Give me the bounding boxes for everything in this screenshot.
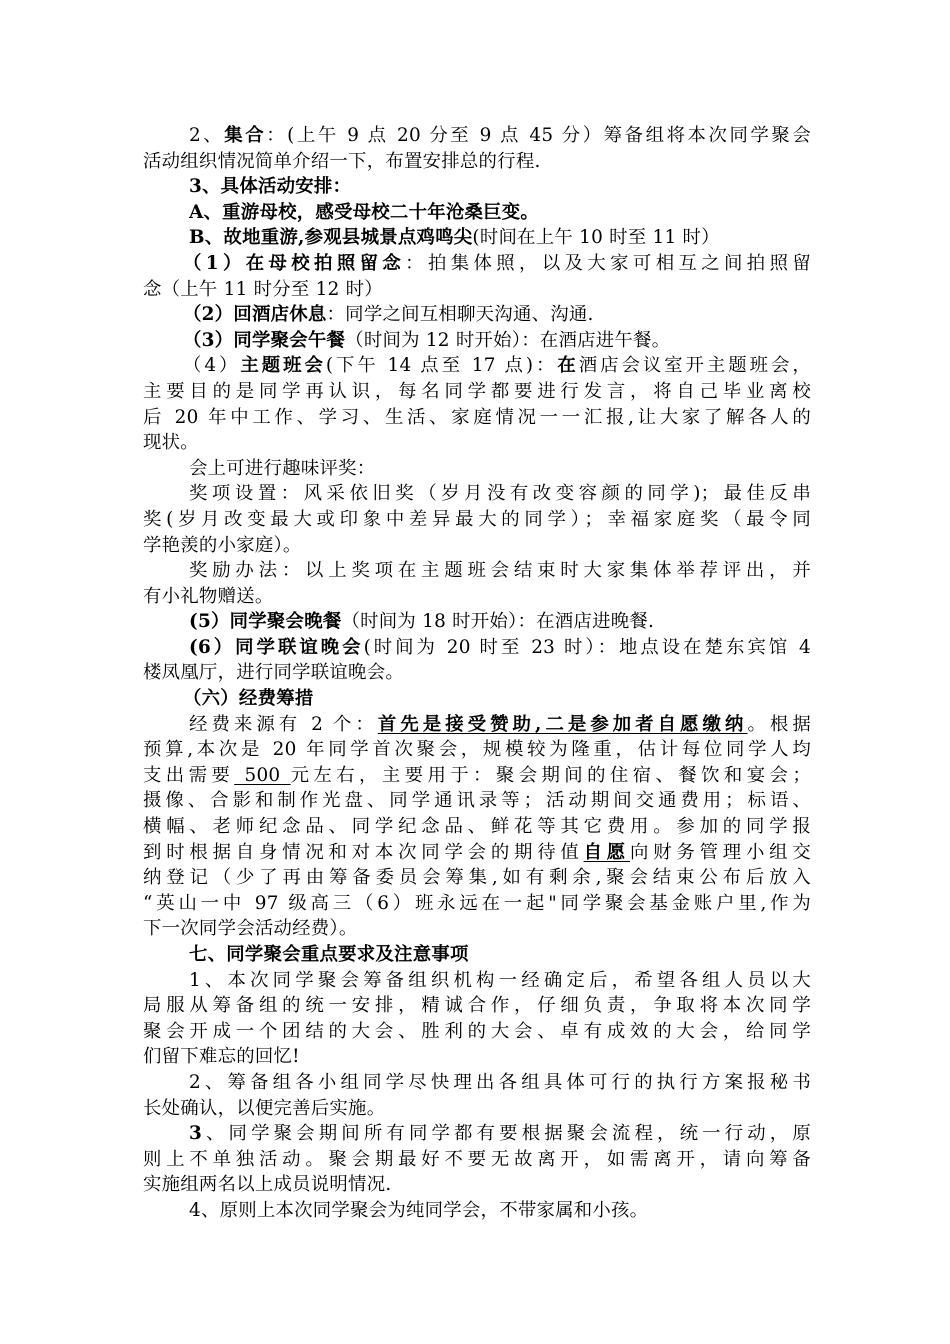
paragraph-line: 摄像、合影和制作光盘、同学通讯录等；活动期间交通费用；标语、 [143, 790, 811, 812]
text-run: ：拍集体照，以及大家可相互之间拍照留 [405, 252, 811, 274]
bold-run: （2）回酒店休息 [183, 304, 327, 326]
text-run: (下午 14 点至 17 点)： [325, 355, 558, 377]
paragraph-line [143, 302, 811, 328]
paragraph-line: 楼凤凰厅，进行同学联谊晚会。 [143, 662, 404, 684]
paragraph-line: 聚会开成一个团结的大会、胜利的大会、卓有成效的大会，给同学 [143, 1020, 811, 1042]
paragraph-line [143, 328, 811, 354]
bold-run: 七、同学聚会重点要求及注意事项 [189, 944, 469, 965]
paragraph-line: 长处确认，以便完善后实施。 [143, 1097, 386, 1119]
paragraph-line [143, 635, 811, 661]
paragraph-line: 们留下难忘的回忆! [143, 1046, 300, 1068]
underlined-run: 500 [234, 764, 291, 786]
paragraph-line: 下一次同学会活动经费）。 [143, 918, 358, 940]
text-run: （4） [183, 355, 241, 377]
bold-run: 集合 [224, 125, 267, 146]
paragraph-line [143, 251, 811, 277]
bold-run: (5）同学聚会晚餐 [189, 611, 342, 633]
paragraph-line: 纳登记（少了再由筹备委员会筹集,如有剩余,聚会结束公布后放入 [143, 867, 811, 889]
text-run: （时间为 12 时开始）：在酒店进午餐。 [345, 329, 671, 351]
paragraph-line [143, 123, 811, 149]
paragraph-line: 局服从筹备组的统一安排，精诚合作，仔细负责，争取将本次同学 [143, 995, 811, 1017]
text-run: 、同学聚会期间所有同学都有要根据聚会流程，统一行动，原 [202, 1123, 811, 1145]
paragraph-line: 实施组两名以上成员说明情况. [143, 1174, 392, 1196]
bold-run [378, 714, 748, 735]
paragraph-line: 念（上午 11 时分至 12 时） [143, 278, 383, 300]
text-run: 酒店会议室开主题班会， [578, 355, 811, 377]
underlined-run: 自愿 [583, 841, 630, 863]
section-heading [143, 942, 811, 968]
paragraph-line: 预算,本次是 20 年同学首次聚会，规模较为隆重，估计每位同学人均 [143, 739, 811, 761]
paragraph-line: 会上可进行趣味评奖： [189, 457, 376, 479]
paragraph-line: 横幅、老师纪念品、同学纪念品、鲜花等其它费用。参加的同学报 [143, 816, 811, 838]
paragraph-line [143, 225, 811, 251]
text-run: 到时根据自身情况和对本次同学会的期待值 [143, 841, 584, 863]
text-run: 向财务管理小组交 [630, 841, 811, 863]
document-body [143, 123, 811, 1224]
bold-run [584, 842, 630, 863]
paragraph-line [143, 763, 811, 789]
paragraph-line: 主要目的是同学再认识，每名同学都要进行发言，将自己毕业离校 [143, 380, 811, 402]
text-run: 。根据 [747, 713, 811, 735]
paragraph-line: 活动组织情况简单介绍一下，布置安排总的行程. [143, 150, 541, 172]
section-heading [143, 174, 811, 200]
underlined-run: 首先是接受赞助,二是参加者自愿缴纳 [377, 713, 748, 735]
section-heading [143, 686, 811, 712]
bold-run: 3 [189, 1123, 203, 1145]
bold-run: 在 [557, 355, 579, 377]
paragraph-line: 则上不单独活动。聚会期最好不要无故离开，如需离开，请向筹备 [143, 1148, 811, 1170]
bold-run: （3）同学聚会午餐 [183, 329, 346, 351]
paragraph-line: 2、筹备组各小组同学尽快理出各组具体可行的执行方案报秘书 [189, 1071, 811, 1093]
paragraph-line: 有小礼物赠送。 [143, 585, 274, 607]
text-run: 2、 [189, 125, 225, 146]
paragraph-line: 后 20 年中工作、学习、生活、家庭情况一一汇报,让大家了解各人的 [143, 406, 811, 428]
bold-run: 3、具体活动安排： [189, 176, 352, 198]
bold-run: B、故地重游,参观县城景点鸡鸣尖 [189, 227, 473, 249]
paragraph-line [143, 609, 811, 635]
paragraph-line [143, 1121, 811, 1147]
bold-run: (6）同学联谊晚会 [189, 636, 364, 658]
paragraph-line [143, 353, 811, 379]
paragraph-line: 奖励办法：以上奖项在主题班会结束时大家集体举荐评出，并 [189, 560, 811, 582]
paragraph-line [143, 840, 811, 866]
paragraph-line [143, 712, 811, 738]
text-run: 经费来源有 2 个： [189, 713, 378, 735]
text-run: 支出需要 [143, 764, 235, 786]
text-run: ：同学之间互相聊天沟通、沟通. [326, 304, 594, 326]
bold-run: A、重游母校，感受母校二十年沧桑巨变。 [189, 201, 540, 223]
paragraph-line: “英山一中 97 级高三（6）班永远在一起"同学聚会基金账户里,作为 [143, 892, 811, 914]
text-run: (时间在上午 10 时至 11 时） [472, 227, 720, 249]
bold-run: （六）经费筹措 [183, 688, 314, 710]
text-run: (时间为 20 时至 23 时）：地点设在楚东宾馆 4 [363, 636, 811, 658]
bold-run: 主题班会 [240, 355, 326, 377]
text-run: ：(上午 9 点 20 分至 9 点 45 分）筹备组将本次同学聚会 [266, 125, 811, 146]
paragraph-line: 奖项设置：风采依旧奖（岁月没有改变容颜的同学)；最佳反串 [189, 483, 811, 505]
text-run: 元左右，主要用于：聚会期间的住宿、餐饮和宴会； [290, 764, 811, 786]
paragraph-line: 学艳羡的小家庭）。 [143, 534, 302, 556]
paragraph-line: 奖(岁月改变最大或印象中差异最大的同学）；幸福家庭奖（最令同 [143, 508, 811, 530]
paragraph-line: 现状。 [143, 432, 199, 454]
text-run: （时间为 18 时开始）：在酒店进晚餐. [341, 611, 655, 633]
paragraph-line: 1、本次同学聚会筹备组织机构一经确定后，希望各组人员以大 [189, 969, 811, 991]
section-heading [143, 200, 811, 226]
bold-run: （1）在母校拍照留念 [183, 252, 406, 274]
paragraph-line: 4、原则上本次同学聚会为纯同学会，不带家属和小孩。 [189, 1199, 649, 1221]
